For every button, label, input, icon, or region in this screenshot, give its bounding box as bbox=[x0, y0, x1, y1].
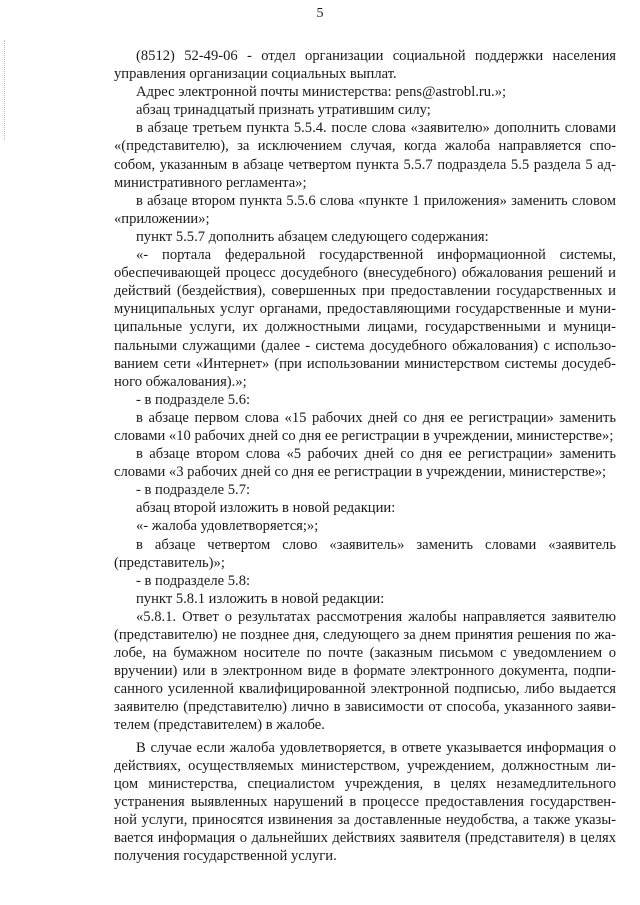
paragraph-5-8-1-intro: пункт 5.8.1 изложить в новой редакции: bbox=[136, 590, 385, 607]
paragraph-13-void: абзац тринадцатый признать утратившим силу; bbox=[136, 102, 431, 119]
paragraph-5-6-second: в абзаце втором слова «5 рабочих дней со дня ее регистрации» заменить словами «3 рабочих дней со дня ее регистрации в учреждении, министерстве»; bbox=[114, 446, 616, 481]
paragraph-5-5-7: пункт 5.5.7 дополнить абзацем следующего содержания: bbox=[136, 228, 489, 245]
document-body bbox=[114, 47, 616, 865]
paragraph-5-5-6: в абзаце втором пункта 5.5.6 слова «пункте 1 приложения» заменить словом «приложении»; bbox=[114, 192, 616, 227]
page-number: 5 bbox=[316, 6, 324, 21]
paragraph-satisfied-case: В случае если жалоба удовлетворяется, в ответе указывается информация о действиях, осуществляемых министерством, учреждением, должностным лицом министерства, специалистом учреждения, в целях незамедлительного устранения выявленных нарушений в процессе предоставления государственной услуги, приносятся извинения за доставленные неудобства, а также указывается информация о дальнейших действиях заявителя (представителя) в целях получения государственной услуги. bbox=[114, 739, 616, 865]
paragraph-5-7-second: абзац второй изложить в новой редакции: bbox=[136, 500, 396, 517]
paragraph-portal-quote: «- портала федеральной государственной информационной системы, обеспечивающей процесс досудебного (внесудебного) обжалования решений и действий (бездействия), совершенных при предоставлении государственных и муниципальных услуг органами, предоставляющими государственные и муниципальные услуги, их должностными лицами, государственными и муниципальными служащими (далее - система досудебного обжалования) с использованием сети «Интернет» (при использовании министерством системы досудебного обжалования).»; bbox=[114, 247, 616, 390]
scan-edge-marks bbox=[4, 40, 8, 140]
paragraph-5-8-1-text: «5.8.1. Ответ о результатах рассмотрения жалобы направляется заявителю (представителю) не позднее дня, следующего за днем принятия решения по жалобе, на бумажном носителе по почте (заказным письмом с уведомлением о вручении) или в электронном виде в формате электронного документа, подписанного усиленной квалифицированной электронной подписью, либо выдается заявителю (представителю) лично в зависимости от способа, указанного заявителем (представителем) в жалобе. bbox=[114, 608, 616, 734]
paragraph-phone: (8512) 52-49-06 - отдел организации социальной поддержки населения управления организации социальных выплат. bbox=[114, 48, 616, 83]
paragraph-5-5-4: в абзаце третьем пункта 5.5.4. после слова «заявителю» дополнить словами «(представителю), за исключением случая, когда жалоба направляется способом, указанным в абзаце четвертом пункта 5.5.7 подраздела 5.5 раздела 5 административного регламента»; bbox=[114, 120, 616, 191]
heading-subsection-5-7: - в подразделе 5.7: bbox=[136, 482, 251, 499]
heading-subsection-5-6: - в подразделе 5.6: bbox=[136, 391, 251, 408]
paragraph-5-6-first: в абзаце первом слова «15 рабочих дней со дня ее регистрации» заменить словами «10 рабочих дней со дня ее регистрации в учреждении, министерстве»; bbox=[114, 409, 616, 444]
paragraph-5-7-quote: «- жалоба удовлетворяется;»; bbox=[136, 518, 319, 535]
heading-subsection-5-8: - в подразделе 5.8: bbox=[136, 572, 251, 589]
paragraph-email: Адрес электронной почты министерства: pens@astrobl.ru.»; bbox=[136, 84, 507, 101]
paragraph-5-7-fourth: в абзаце четвертом слово «заявитель» заменить словами «заявитель (представитель)»; bbox=[114, 536, 616, 571]
